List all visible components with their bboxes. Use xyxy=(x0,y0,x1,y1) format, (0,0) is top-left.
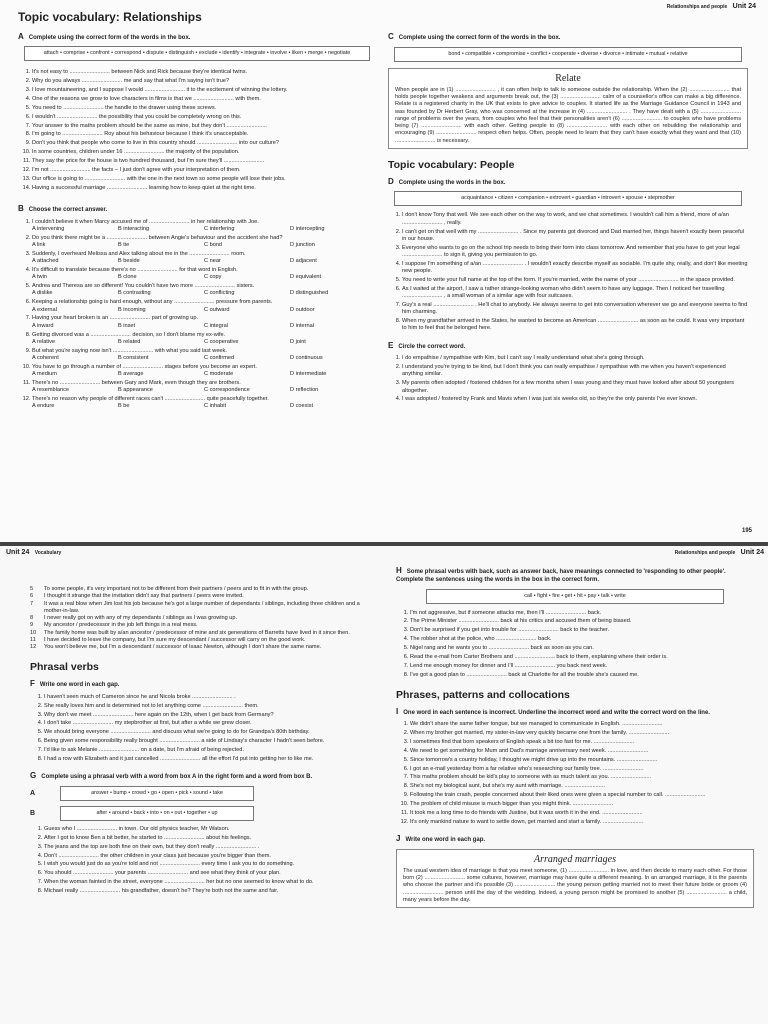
list-item xyxy=(32,396,376,411)
list-item: 6. You should .......................... your parents .......................... and see what they think of your plan. xyxy=(44,870,375,877)
option: D continuous xyxy=(290,354,323,361)
word-box-h: call • fight • fire • get • hit • pay • talk • write xyxy=(426,589,724,604)
running-header-unit: Unit 24 xyxy=(740,549,764,556)
option: B beside xyxy=(118,258,140,265)
item-text: I have decided to leave the company, but I'm sure my descendant / successor will carry on the good work. xyxy=(44,636,306,643)
answer-options xyxy=(32,355,376,362)
item-number: 10 xyxy=(30,629,37,636)
running-header-right xyxy=(675,549,764,556)
list-item: 4. One of the reasons we grow to love characters in films is that we .......................... with them. xyxy=(32,96,376,103)
answer-options xyxy=(32,307,376,314)
option: D intermediate xyxy=(290,371,327,378)
list-item: 7. Guy's a real .......................... . He'll chat to anybody. He always seems to get into conversation wherever we go and everyone seems to find him charming. xyxy=(402,302,748,317)
exercise-b-list xyxy=(18,219,376,411)
list-item: 2. The Prime Minister .......................... back at his critics and accused them of being biased. xyxy=(410,618,754,625)
list-item: 6. I wouldn't .......................... the possibility that you could be completely wrong on this. xyxy=(32,114,376,121)
instruction-text: Complete using the correct form of the words in the box. xyxy=(398,35,561,41)
option: C correspondence xyxy=(204,387,250,394)
list-item xyxy=(32,348,376,363)
answer-options xyxy=(32,387,376,394)
running-header-unit: Unit 24 xyxy=(732,3,756,10)
running-header-label: Relationships and people xyxy=(666,4,728,10)
instruction-text: Circle the correct word. xyxy=(398,343,466,350)
list-item: 1. I haven't seen much of Cameron since he and Nicola broke .......................... . xyxy=(44,694,375,701)
option: C integral xyxy=(204,322,228,329)
exercise-i-instruction xyxy=(396,707,754,718)
list-item: 1. Guess who I .......................... in town. Our old physics teacher, Mr Watson. xyxy=(44,826,375,833)
instruction-text: Complete using a phrasal verb with a word from box A in the right form and a word from box B. xyxy=(41,774,313,781)
list-item xyxy=(32,219,376,234)
right-column xyxy=(388,30,748,405)
item-number: 8 xyxy=(30,615,34,622)
answer-options xyxy=(32,242,376,249)
list-item: 1. I don't know Tony that well. We see each other on the way to work, and we chat sometimes. I wouldn't call him a friend, more of a/an .......................... , really. xyxy=(402,212,748,227)
answer-options xyxy=(32,403,376,410)
option: B inset xyxy=(118,322,136,329)
exercise-d-list xyxy=(388,212,748,332)
section-title-people: Topic vocabulary: People xyxy=(388,158,515,171)
option: A inward xyxy=(32,322,54,329)
question-text: 12. There's no reason why people of different races can't .......................... quite peacefully together. xyxy=(32,396,269,403)
list-item: 5. You need to .......................... the handle to the drawer using these screws. xyxy=(32,105,376,112)
option: B contrasting xyxy=(118,290,151,297)
list-item xyxy=(32,267,376,282)
option: A link xyxy=(32,242,46,249)
item-text: The family home was built by a/an ancestor / predecessor of mine and six generations of Barretts have lived in it since then. xyxy=(44,629,350,636)
option: A resemblance xyxy=(32,387,70,394)
question-text: 2. Do you think there might be a .......................... between Angie's behaviour and the accident she had? xyxy=(32,234,283,241)
option: D distinguished xyxy=(290,290,329,297)
list-item: 5. Nigel rang and he wants you to .......................... back as soon as you can. xyxy=(410,645,754,652)
option: B tie xyxy=(118,242,130,249)
instruction-text: Write one word in each gap. xyxy=(405,837,486,844)
option: B consistent xyxy=(118,354,149,361)
option: D reflection xyxy=(290,387,319,394)
list-item: 8. I'm going to .......................... Roy about his behaviour because I think it's unacceptable. xyxy=(32,131,376,138)
section-title-phrases: Phrases, patterns and collocations xyxy=(396,688,570,701)
option: C moderate xyxy=(204,371,234,378)
word-box-c: bond • compatible • compromise • conflict • cooperate • diverse • divorce • intimate • mutual • relative xyxy=(394,47,742,62)
word-box-g-a: answer • bump • crowd • go • open • pick • sound • take xyxy=(60,786,254,801)
list-item: 3. My parents often adopted / fostered children for a few months when I was young and they must have looked after about 50 youngsters altogether. xyxy=(402,380,748,395)
exercise-letter: I xyxy=(396,706,399,716)
exercise-letter: C xyxy=(388,32,394,41)
exercise-e-instruction xyxy=(388,341,748,352)
item-text: I never really got on with any of my dependants / siblings as I was growing up. xyxy=(44,615,238,622)
list-item xyxy=(32,299,376,314)
answer-options xyxy=(32,274,376,281)
panel-text: The usual western idea of marriage is that you meet someone, (1) .......................... in love, and then decide to marry each other. For those born (2) .......................... some cultures, however, marriage may have quite a different meaning. In an arranged marriage, it is the parents who choose the partner and it's possible (3) .......................... the young person getting married not to meet their future bride or groom (4) .......................... person until the day of the wedding. Indeed, a young person might be promised to another (5) .......................... a child, many years before the day. xyxy=(403,867,747,903)
word-box-d: acquaintance • citizen • companion • extrovert • guardian • introvert • spouse • stepmother xyxy=(394,191,742,206)
list-item: 1. We didn't share the same father tongue, but we managed to communicate in English. .......................... xyxy=(410,721,754,728)
item-text: I thought it strange that the invitation didn't say that partners / peers were invited. xyxy=(44,593,244,600)
answer-options xyxy=(32,226,376,233)
exercise-c-instruction xyxy=(388,32,748,43)
exercise-b-instruction xyxy=(18,204,376,215)
exercise-letter: A xyxy=(18,31,24,41)
word-box-g-b: after • around • back • into • on • out • together • up xyxy=(60,806,254,821)
instruction-text: Choose the correct answer. xyxy=(28,206,108,213)
option: C inhabit xyxy=(204,403,227,410)
panel-text: When people are in (1) .......................... , it can often help to talk to someone outside the relationship. When the (2) .......................... that holds people together weakens and arguments break out, the (3) .......................... calm of a counsellor's office can make a big difference. Relate is a registered charity in the UK that exists to give advice to couples. It started life as the Marriage Guidance Council in 1943 and was founded by Dr Herbert Gray, who was concerned at the increase in (4) .......................... . They have dealt with a (5) .......................... range of problems over the years, from couples who feel that their personalities aren't (6) .......................... to couples who have problems being (7) .......................... with each other. Getting people to (8) .......................... with each other on rebuilding the relationship and encouraging (9) .......................... respect often helps. Often, people need to learn that they can't have exactly what they want and that (10) .......................... is necessary. xyxy=(395,86,741,144)
option: D intercepting xyxy=(290,225,325,232)
exercise-j-instruction xyxy=(396,834,754,845)
list-item: 2. I can't get on that well with my .......................... . Since my parents got divorced and Dad married her, things haven't exactly been peaceful in our house. xyxy=(402,229,748,244)
page-number: 195 xyxy=(741,528,752,534)
question-text: 7. Having your heart broken is an .......................... part of growing up. xyxy=(32,315,199,322)
item-text: You won't believe me, but I'm a descendant / successor of Isaac Newton, although I don't share the same name. xyxy=(44,644,322,651)
list-item: 4. I don't take .......................... my stepbrother at first, but after a while we grew closer. xyxy=(44,720,375,727)
option: C cooperative xyxy=(204,338,239,345)
left-column xyxy=(30,586,375,897)
exercise-h-instruction xyxy=(396,566,754,585)
list-item xyxy=(30,601,375,616)
option: A intervening xyxy=(32,225,65,232)
list-item: 2. When my brother got married, my sister-in-law very quickly became one from the family. .......................... xyxy=(410,730,754,737)
list-item: 8. I had a row with Elizabeth and it just cancelled .......................... all the effort I'd put into getting her to like me. xyxy=(44,756,375,763)
exercise-letter: G xyxy=(30,771,37,781)
list-item: 13. Our office is going to .......................... with the one in the next town so some people will lose their jobs. xyxy=(32,176,376,183)
right-column xyxy=(396,564,754,914)
list-item: 4. We need to get something for Mum and Dad's marriage anniversary next week. .......................... xyxy=(410,748,754,755)
list-item: 1. It's not easy to .......................... between Nick and Rick because they're identical twins. xyxy=(32,69,376,76)
option: B be xyxy=(118,403,130,410)
running-header-unit: Unit 24 xyxy=(6,549,30,556)
exercise-g-list xyxy=(30,826,375,895)
option: C confirmed xyxy=(204,354,235,361)
item-text: It was a real blow when Jim lost his job because he's got a large number of dependants / siblings, including three children and a mother-in-law. xyxy=(44,600,360,614)
list-item: 2. She really loves him and is determined not to let anything come .......................... them. xyxy=(44,703,375,710)
option: D joint xyxy=(290,338,306,345)
relate-text-panel xyxy=(388,68,748,149)
list-item: 2. I understand you're trying to be kind, but I don't think you can really empathise / sympathise with me when you haven't experienced anything similar. xyxy=(402,364,748,379)
list-item: 3. I love mountaineering, and I suppose I would .......................... it to the excitement of winning the lottery. xyxy=(32,87,376,94)
exercise-a-instruction xyxy=(18,32,376,43)
item-number: 9 xyxy=(30,622,34,629)
box-label: B xyxy=(30,809,36,817)
option: D equivalent xyxy=(290,274,322,281)
question-text: 9. But what you're saying now isn't .......................... with what you said last week. xyxy=(32,347,227,354)
instruction-text: Complete using the words in the box. xyxy=(398,179,506,186)
list-item: 4. I was adopted / fostered by Frank and Mavis when I was just six weeks old, so they're the only parents I've ever known. xyxy=(402,396,748,403)
option: A external xyxy=(32,306,57,313)
answer-options xyxy=(32,290,376,297)
list-item xyxy=(32,315,376,330)
option: B average xyxy=(118,371,144,378)
exercise-letter: F xyxy=(30,679,35,689)
list-item: 8. When my grandfather arrived in the States, he wanted to become an American .......................... as soon as he could. It was very important to him to feel that he belonged here. xyxy=(402,318,748,333)
question-text: 5. Andrea and Theresa are so different! You couldn't have two more .......................... sisters. xyxy=(32,283,255,290)
option: D junction xyxy=(290,242,315,249)
arranged-marriages-panel xyxy=(396,849,754,908)
panel-title: Arranged marriages xyxy=(534,853,616,865)
list-item: 2. After I got to know Ben a bit better, he started to .......................... about his feelings. xyxy=(44,835,375,842)
item-number: 7 xyxy=(30,600,34,607)
item-number: 12 xyxy=(30,644,37,651)
running-header-label: Vocabulary xyxy=(34,550,62,556)
list-item: 5. We should bring everyone .......................... and discuss what we're going to do for Grandpa's 80th birthday. xyxy=(44,729,375,736)
question-text: 3. Suddenly, I overheard Melissa and Alex talking about me in the .......................... room. xyxy=(32,250,246,257)
exercise-a-list xyxy=(18,69,376,191)
exercise-e-continued xyxy=(30,586,375,651)
option: C bond xyxy=(204,242,223,249)
instruction-text: Some phrasal verbs with back, such as answer back, have meanings connected to 'responding to other people'. Complete the sentences using the words in the box in the correct form. xyxy=(396,569,726,583)
question-text: 8. Getting divorced was a .......................... decision, so I don't blame my ex-wife. xyxy=(32,331,226,338)
list-item: 5. Since tomorrow's a country holiday, I thought we might drive up into the mountains. .......................... xyxy=(410,757,754,764)
list-item xyxy=(32,364,376,379)
section-title-relationships: Topic vocabulary: Relationships xyxy=(18,10,202,24)
option: B clone xyxy=(118,274,137,281)
list-item xyxy=(30,586,375,593)
section-title-phrasal-verbs: Phrasal verbs xyxy=(30,661,99,674)
list-item xyxy=(32,380,376,395)
list-item: 10. In some countries, children under 16 .......................... the majority of the population. xyxy=(32,149,376,156)
list-item: 4. Don't .......................... the other children in your class just because you're bigger than them. xyxy=(44,853,375,860)
list-item xyxy=(30,615,375,622)
list-item xyxy=(32,332,376,347)
exercise-f-instruction xyxy=(30,679,375,690)
list-item: 7. This maths problem should be kid's play to someone with as much talent as you. .......................... xyxy=(410,774,754,781)
instruction-text: One word in each sentence is incorrect. Underline the incorrect word and write the correct word on the line. xyxy=(403,709,710,716)
list-item: 12. I'm not .......................... the facts – I just don't agree with your interpretation of them. xyxy=(32,167,376,174)
option: D outdoor xyxy=(290,306,315,313)
list-item xyxy=(30,622,375,629)
exercise-letter: J xyxy=(396,834,401,844)
list-item: 7. When the woman fainted in the street, everyone .......................... her but no one seemed to know what to do. xyxy=(44,879,375,886)
answer-options xyxy=(32,323,376,330)
word-box-a: attach • comprise • confront • correspond • dispute • distinguish • exclude • identify • integrate • involve • liken • merge • negotiate xyxy=(24,46,370,61)
question-text: 10. You have to go through a number of .......................... stages before you become an expert. xyxy=(32,363,257,370)
list-item: 6. I got an e-mail yesterday from a far relative who's researching our family tree. .......................... xyxy=(410,766,754,773)
question-text: 4. It's difficult to translate because there's no .......................... for that word in English. xyxy=(32,267,238,274)
list-item xyxy=(30,593,375,600)
list-item: 4. The robber shot at the police, who .......................... back. xyxy=(410,636,754,643)
list-item xyxy=(32,235,376,250)
list-item: 6. Read the e-mail from Carter Brothers and .......................... back to them, explaining where their order is. xyxy=(410,654,754,661)
list-item: 7. Your answer to the maths problem should be the same as mine, but they don't .......................... xyxy=(32,123,376,130)
question-text: 1. I couldn't believe it when Marcy accused me of .......................... in her relationship with Joe. xyxy=(32,218,259,225)
list-item: 3. I sometimes find that born speakers of English speak a bit too fast for me. .......................... xyxy=(410,739,754,746)
panel-title: Relate xyxy=(555,72,581,84)
exercise-letter: E xyxy=(388,340,394,350)
option: B appearance xyxy=(118,387,153,394)
list-item: 8. I've got a good plan to .......................... back at Charlotte for all the trouble she's caused me. xyxy=(410,672,754,679)
option: D coexist xyxy=(290,403,314,410)
item-text: To some people, it's very important not to be different from their partners / peers and to fit in with the group. xyxy=(44,586,309,592)
exercise-g-instruction xyxy=(30,771,375,782)
list-item xyxy=(30,630,375,637)
word-box-a-row xyxy=(30,786,375,801)
item-number: 11 xyxy=(30,636,36,643)
word-box-b-row xyxy=(30,806,375,821)
exercise-e-list xyxy=(388,355,748,403)
option: B related xyxy=(118,338,141,345)
running-header-left xyxy=(6,549,61,556)
page-196 xyxy=(0,546,768,1024)
item-number: 6 xyxy=(30,593,34,600)
list-item xyxy=(32,251,376,266)
list-item xyxy=(30,637,375,644)
list-item: 8. Michael really .......................... his grandfather, doesn't he? They're both not the same and fair. xyxy=(44,888,375,895)
box-label: A xyxy=(30,789,36,797)
option: A twin xyxy=(32,274,47,281)
list-item: 12. It's only mankind nature to want to settle down, get married and start a family. .......................... xyxy=(410,819,754,826)
option: C conflicting xyxy=(204,290,235,297)
exercise-letter: B xyxy=(18,203,24,213)
exercise-h-list xyxy=(396,610,754,679)
option: A dislike xyxy=(32,290,53,297)
list-item: 3. Everyone who wants to go on the school trip needs to bring their form into class tomorrow. And remember that you have to get your legal .......................... to sign it, giving you permission to go. xyxy=(402,245,748,260)
option: C near xyxy=(204,258,221,265)
running-header xyxy=(667,3,756,10)
list-item: 10. The problem of child misuse is much bigger than you might think. .......................... xyxy=(410,801,754,808)
item-number: 5 xyxy=(30,586,34,592)
left-column xyxy=(18,10,376,412)
list-item: 4. I suppose I'm something of a/an .......................... . I wouldn't exactly describe myself as sociable. I'm quite shy, really, and don't like meeting new people. xyxy=(402,261,748,276)
exercise-f-list xyxy=(30,694,375,763)
list-item xyxy=(32,283,376,298)
list-item: 2. Why do you always .......................... me and say that what I'm saying isn't true? xyxy=(32,78,376,85)
option: A endure xyxy=(32,403,55,410)
exercise-i-list xyxy=(396,721,754,826)
list-item: 1. I'm not aggressive, but if someone attacks me, then I'll .......................... back. xyxy=(410,610,754,617)
option: A attached xyxy=(32,258,59,265)
list-item: 3. The jeans and the top are both fine on their own, but they don't really .......................... . xyxy=(44,844,375,851)
list-item xyxy=(30,644,375,651)
list-item: 7. I'd like to ask Melanie .......................... on a date, but I'm afraid of being rejected. xyxy=(44,747,375,754)
list-item: 9. Don't you think that people who come to live in this country should .......................... into our culture? xyxy=(32,140,376,147)
list-item: 3. Why don't we meet .......................... here again on the 12th, when I get back from Germany? xyxy=(44,712,375,719)
exercise-d-instruction xyxy=(388,177,748,188)
instruction-text: Complete using the correct form of the words in the box. xyxy=(28,34,191,41)
option: C interfering xyxy=(204,225,235,232)
option: D internal xyxy=(290,322,314,329)
list-item: 3. Don't be surprised if you get into trouble for .......................... back to the teacher. xyxy=(410,627,754,634)
option: C outward xyxy=(204,306,230,313)
option: D adjacent xyxy=(290,258,317,265)
option: A relative xyxy=(32,338,56,345)
list-item: 1. I do empathise / sympathise with Kim, but I can't say I really understand what she's going through. xyxy=(402,355,748,362)
answer-options xyxy=(32,258,376,265)
question-text: 6. Keeping a relationship going is hard enough, without any .......................... pressure from parents. xyxy=(32,299,273,306)
list-item: 14. Having a successful marriage .......................... learning how to keep quiet at the right time. xyxy=(32,185,376,192)
option: B interacting xyxy=(118,225,150,232)
list-item: 6. As I waited at the airport, I saw a rather strange-looking woman who didn't seem to have any luggage. Then I noticed her travelling .......................... , a small woman of a similar age with four suitcases. xyxy=(402,286,748,301)
item-text: My ancestor / predecessor in the job left things in a real mess. xyxy=(44,622,198,629)
question-text: 11. There's no .......................... between Gary and Mark, even though they are brothers. xyxy=(32,379,241,386)
list-item: 6. Being given some responsibility really brought .......................... a side of Lindsay's character I hadn't seen before. xyxy=(44,738,375,745)
list-item: 5. I wish you would just do as you're told and not .......................... every time I ask you to do something. xyxy=(44,861,375,868)
list-item: 7. Lend me enough money for dinner and I'll .......................... you back next week. xyxy=(410,663,754,670)
list-item: 9. Following the train crash, people concerned about their liked ones were given a special number to call. .......................... xyxy=(410,792,754,799)
option: B incoming xyxy=(118,306,146,313)
answer-options xyxy=(32,371,376,378)
list-item: 5. You need to write your full name at the top of the form. If you're married, write the name of your .......................... in the space provided. xyxy=(402,277,748,284)
running-header-label: Relationships and people xyxy=(674,550,736,556)
exercise-letter: H xyxy=(396,566,402,575)
option: A medium xyxy=(32,371,57,378)
list-item: 11. It took me a long time to do friends with Justine, but it was worth it in the end. .......................... xyxy=(410,810,754,817)
exercise-letter: D xyxy=(388,176,394,186)
option: A coherent xyxy=(32,354,59,361)
list-item: 11. They say the price for the house is two hundred thousand, but I'm sure they'll .......................... xyxy=(32,158,376,165)
option: C copy xyxy=(204,274,222,281)
answer-options xyxy=(32,339,376,346)
instruction-text: Write one word in each gap. xyxy=(39,682,120,689)
list-item: 8. She's not my biological aunt, but she's my aunt with marriage. .......................... xyxy=(410,783,754,790)
